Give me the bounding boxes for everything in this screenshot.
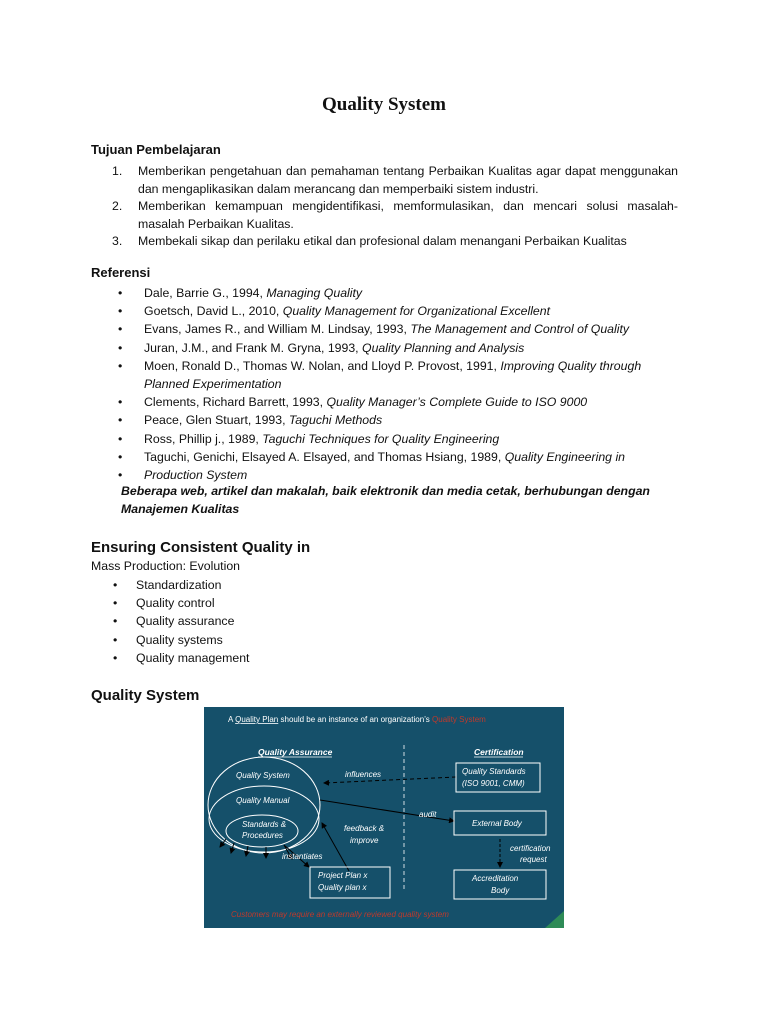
feedback-label-2: improve [350, 836, 379, 845]
reference-title: Quality Manager’s Complete Guide to ISO 9000 [326, 395, 588, 410]
instantiates-label: instantiates [282, 852, 323, 861]
reference-item [118, 320, 663, 338]
item-number: 3. [112, 234, 123, 249]
standards-label-1: Standards & [242, 820, 287, 829]
objectives-list [112, 163, 678, 251]
item-number: 1. [112, 164, 123, 178]
qa-heading: Quality Assurance [258, 747, 333, 757]
diagram-top-text: A Quality Plan should be an instance of an organization’s Quality System [228, 715, 486, 724]
bullet-icon: • [118, 468, 123, 483]
standards-label-2: Procedures [242, 831, 283, 840]
bullet-icon: • [118, 304, 123, 319]
item-text: Memberikan pengetahuan dan pemahaman tentang Perbaikan Kualitas agar dapat menggunakan dan mengaplikasikan dalam merancang dan memperbaiki sistem industri. [138, 164, 678, 196]
reference-title: Quality Engineering in [504, 449, 626, 464]
references-list [118, 284, 663, 484]
bullet-icon: • [118, 431, 123, 446]
quality-standards-label-1: Quality Standards [462, 767, 526, 776]
feedback-label-1: feedback & [344, 824, 385, 833]
bullet-icon: • [118, 340, 123, 355]
reference-title: Taguchi Techniques for Quality Engineering [262, 431, 500, 446]
reference-title: Production System [144, 468, 248, 483]
cert-request-label-2: request [520, 855, 547, 864]
cert-heading: Certification [474, 747, 524, 757]
ensuring-subheading: Mass Production: Evolution [91, 559, 241, 573]
list-item [113, 576, 249, 594]
references-heading: Referensi [91, 265, 151, 280]
audit-label: audit [419, 810, 437, 819]
quality-manual-label: Quality Manual [236, 796, 290, 805]
references-note: Beberapa web, artikel dan makalah, baik elektronik dan media cetak, berhubungan dengan Manajemen Kualitas [121, 484, 650, 516]
influences-label: influences [345, 770, 382, 779]
accreditation-label-1: Accreditation [472, 874, 519, 883]
diagram-footer: Customers may require an externally reviewed quality system [231, 910, 449, 919]
bullet-icon: • [113, 632, 118, 647]
accreditation-label-2: Body [491, 886, 510, 895]
bullet-icon: • [113, 596, 118, 611]
reference-item [118, 393, 663, 411]
reference-author: Moen, Ronald D., Thomas W. Nolan, and Lloyd P. Provost, 1991, [144, 358, 501, 373]
reference-author: Peace, Glen Stuart, 1993, [144, 413, 289, 428]
reference-author: Dale, Barrie G., 1994, [144, 286, 267, 300]
reference-item [118, 466, 663, 484]
item-text: Quality management [136, 650, 250, 665]
quality-system-heading: Quality System [91, 687, 200, 704]
reference-title: The Management and Control of Quality [410, 322, 630, 337]
reference-author: Evans, James R., and William M. Lindsay, 1993, [144, 322, 411, 337]
item-text: Standardization [136, 578, 222, 592]
bullet-icon: • [118, 358, 123, 373]
reference-author: Ross, Phillip j., 1989, [144, 431, 263, 446]
item-text: Membekali sikap dan perilaku etikal dan profesional dalam menangani Perbaikan Kualitas [138, 234, 627, 249]
quality-system-label: Quality System [236, 771, 290, 780]
item-text: Quality assurance [136, 614, 235, 629]
item-text: Quality systems [136, 632, 223, 647]
reference-author: Goetsch, David L., 2010, [144, 304, 283, 319]
bullet-icon: • [113, 614, 118, 629]
project-plan-label-1: Project Plan x [318, 871, 368, 880]
corner-decoration [545, 911, 564, 928]
external-body-label: External Body [472, 819, 522, 828]
list-item [112, 198, 678, 233]
reference-title: Quality Planning and Analysis [362, 340, 525, 355]
bullet-icon: • [118, 322, 123, 337]
reference-item [118, 448, 663, 466]
item-number: 2. [112, 199, 123, 214]
reference-author: Juran, J.M., and Frank M. Gryna, 1993, [144, 340, 363, 355]
reference-item [118, 339, 663, 357]
item-text: Memberikan kemampuan mengidentifikasi, memformulasikan, dan mencari solusi masalah-masalah Perbaikan Kualitas. [138, 199, 678, 231]
list-item [112, 163, 678, 198]
reference-item [118, 357, 663, 393]
reference-title: Managing Quality [266, 286, 363, 300]
list-item [112, 233, 678, 251]
quality-standards-label-2: (ISO 9001, CMM) [462, 779, 525, 788]
bullet-icon: • [118, 449, 123, 464]
reference-item [118, 430, 663, 448]
reference-title: Improving Quality through Planned Experimentation [144, 358, 642, 392]
bullet-icon: • [118, 395, 123, 410]
bullet-icon: • [118, 286, 123, 300]
reference-title: Quality Management for Organizational Excellent [282, 304, 551, 319]
reference-author: Taguchi, Genichi, Elsayed A. Elsayed, and Thomas Hsiang, 1989, [144, 449, 505, 464]
list-item [113, 612, 249, 630]
bullet-icon: • [113, 650, 118, 665]
quality-system-diagram [204, 707, 564, 928]
list-item [113, 594, 249, 612]
reference-item [118, 284, 663, 302]
bullet-icon: • [113, 578, 118, 592]
list-item [113, 631, 249, 649]
page-title: Quality System [321, 94, 447, 115]
ensuring-heading: Ensuring Consistent Quality in [91, 539, 311, 556]
reference-item [118, 411, 663, 429]
objectives-heading: Tujuan Pembelajaran [91, 142, 221, 157]
reference-title: Taguchi Methods [288, 413, 383, 428]
item-text: Quality control [136, 596, 215, 611]
cert-request-label-1: certification [510, 844, 551, 853]
reference-author: Clements, Richard Barrett, 1993, [144, 395, 327, 410]
evolution-list [113, 576, 249, 667]
project-plan-label-2: Quality plan x [318, 883, 367, 892]
list-item [113, 649, 249, 667]
reference-item [118, 302, 663, 320]
bullet-icon: • [118, 413, 123, 428]
